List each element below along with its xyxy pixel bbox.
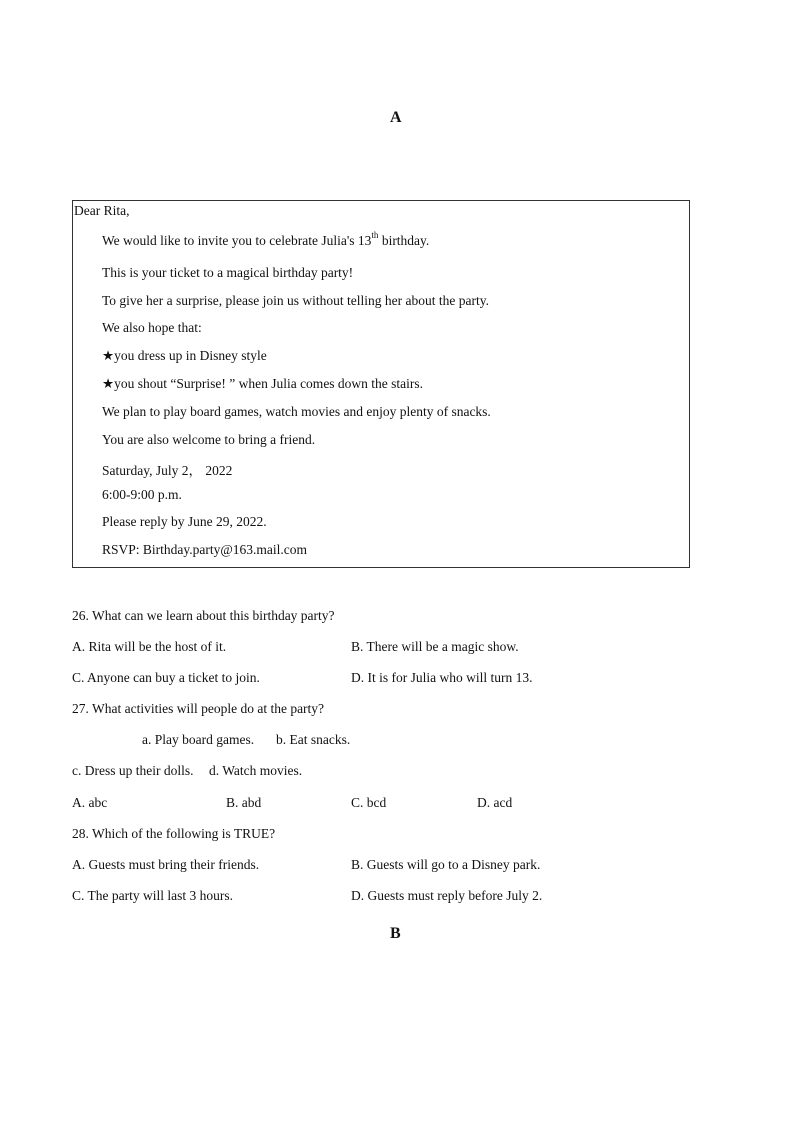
q27-option-c: C. bcd [351,795,387,810]
letter-line-7: We plan to play board games, watch movies and enjoy plenty of snacks. [102,404,491,419]
invitation-letter-box [72,200,690,568]
letter-time: 6:00-9:00 p.m. [102,487,182,502]
question-27 [72,701,324,717]
letter-reply-deadline: Please reply by June 29, 2022. [102,514,267,529]
letter-line-2: This is your ticket to a magical birthday party! [102,265,354,280]
question-28-number: 28. [72,826,89,841]
q26-option-d: D. It is for Julia who will turn 13. [351,670,533,685]
question-26-number: 26. [72,608,89,623]
letter-date: Saturday, July 2， 2022 [102,463,233,478]
letter-line-5: ★you dress up in Disney style [102,348,267,363]
q26-option-b: B. There will be a magic show. [351,639,519,654]
question-27-number: 27. [72,701,89,716]
q28-option-b: B. Guests will go to a Disney park. [351,857,541,872]
q26-option-c: C. Anyone can buy a ticket to join. [72,670,260,685]
q27-item-c: c. Dress up their dolls. [72,763,194,778]
letter-line-8: You are also welcome to bring a friend. [102,432,316,447]
q28-option-a: A. Guests must bring their friends. [72,857,260,872]
letter-line-3: To give her a surprise, please join us without telling her about the party. [102,293,489,308]
letter-line-1-text: We would like to invite you to celebrate Julia's 13 [102,233,372,248]
q28-option-d: D. Guests must reply before July 2. [351,888,543,903]
q27-option-d: D. acd [477,795,513,810]
question-27-text: What activities will people do at the party? [88,701,325,716]
question-26 [72,608,335,624]
letter-line-1-superscript: th [371,230,379,240]
letter-line-6: ★you shout “Surprise! ” when Julia comes down the stairs. [102,376,424,391]
q26-option-a: A. Rita will be the host of it. [72,639,227,654]
letter-line-1-end: birthday. [378,233,430,248]
question-28-text: Which of the following is TRUE? [88,826,276,841]
q27-option-a: A. abc [72,795,108,810]
q28-option-c: C. The party will last 3 hours. [72,888,233,903]
letter-line-4: We also hope that: [102,320,202,335]
q27-item-d: d. Watch movies. [209,763,303,778]
section-b-title: B [390,925,401,942]
q27-item-b: b. Eat snacks. [276,732,351,747]
letter-rsvp: RSVP: Birthday.party@163.mail.com [102,542,308,557]
q27-option-b: B. abd [226,795,262,810]
letter-salutation: Dear Rita, [74,203,130,218]
section-a-title: A [390,109,402,126]
question-28 [72,826,275,842]
q27-item-a: a. Play board games. [142,732,255,747]
question-26-text: What can we learn about this birthday party? [88,608,335,623]
letter-line-1 [102,230,430,249]
